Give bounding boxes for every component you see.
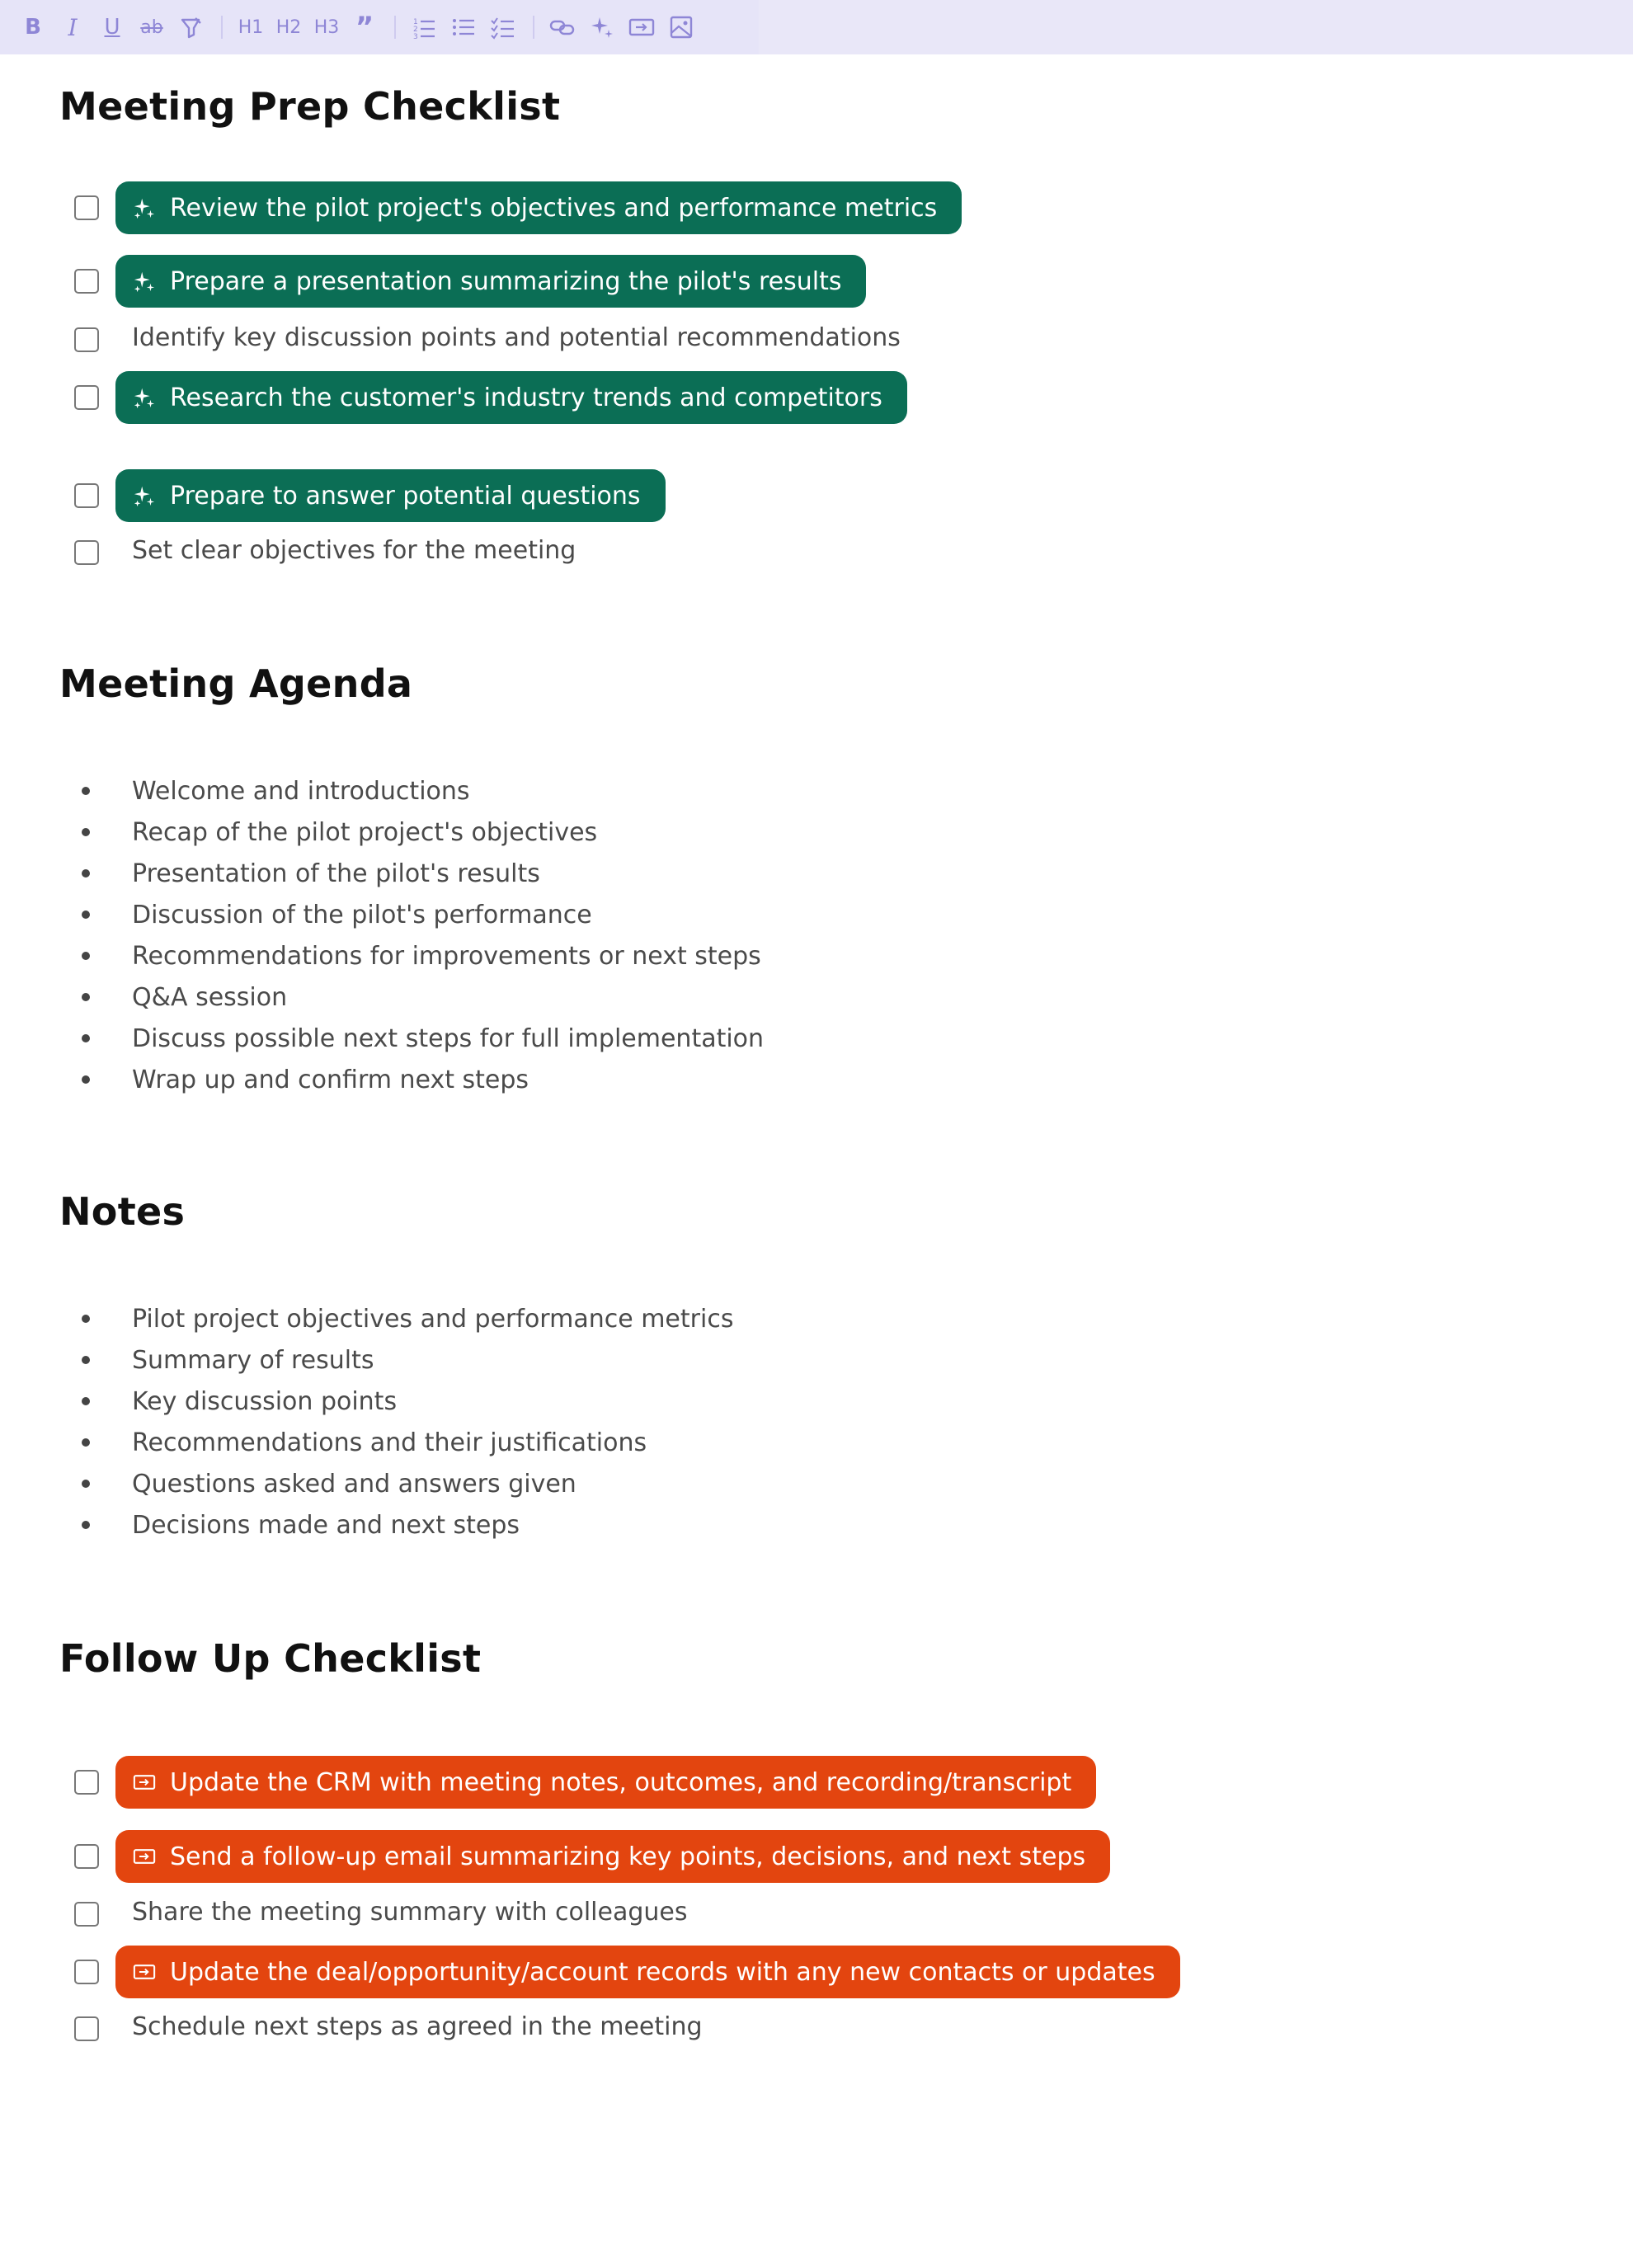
bullet-icon [82, 1315, 90, 1323]
task-text: Set clear objectives for the meeting [132, 536, 576, 565]
task-text: Prepare to answer potential questions [170, 481, 641, 511]
toolbar-divider [221, 16, 223, 39]
action-icon [130, 1768, 158, 1796]
task-text: Share the meeting summary with colleagues [132, 1898, 688, 1927]
ai-sparkle-icon [130, 267, 158, 295]
bullet-icon [82, 1480, 90, 1488]
action-icon [130, 1842, 158, 1870]
bullet-icon [82, 1521, 90, 1529]
list-item-text: Recommendations for improvements or next steps [132, 941, 761, 971]
list-item-text: Decisions made and next steps [132, 1510, 520, 1540]
list-item [58, 1018, 1542, 1059]
underline-icon[interactable]: U [104, 15, 120, 40]
task-text: Update the CRM with meeting notes, outcomes, and recording/transcript [170, 1767, 1072, 1797]
checkbox[interactable] [74, 195, 99, 220]
formatting-toolbar [0, 0, 759, 54]
list-item [58, 976, 1542, 1018]
checkbox[interactable] [74, 385, 99, 410]
bold-icon[interactable]: B [25, 15, 41, 40]
list-item-text: Wrap up and confirm next steps [132, 1065, 529, 1094]
checkbox[interactable] [74, 540, 99, 565]
list-item-text: Discuss possible next steps for full implementation [132, 1023, 765, 1053]
list-item [58, 1339, 1542, 1381]
section-title-agenda: Meeting Agenda [59, 661, 413, 706]
ai-sparkle-icon [130, 482, 158, 510]
list-item-text: Pilot project objectives and performance metrics [132, 1304, 734, 1334]
ai-task-pill[interactable] [115, 371, 907, 424]
task-text: Review the pilot project's objectives and performance metrics [170, 193, 938, 223]
list-item [58, 1422, 1542, 1463]
ai-task-pill[interactable] [115, 255, 866, 308]
bullet-icon [82, 1397, 90, 1405]
svg-text:1: 1 [413, 18, 418, 26]
list-item [58, 1463, 1542, 1504]
action-icon[interactable] [625, 11, 658, 44]
bullet-icon [82, 869, 90, 878]
section-title-followup: Follow Up Checklist [59, 1636, 482, 1681]
checkbox[interactable] [74, 327, 99, 352]
bullet-list-icon[interactable] [447, 11, 480, 44]
task-text: Update the deal/opportunity/account records with any new contacts or updates [170, 1957, 1155, 1987]
checkbox[interactable] [74, 483, 99, 508]
section-title-notes: Notes [59, 1189, 186, 1234]
list-item-text: Summary of results [132, 1345, 374, 1375]
toolbar-divider [394, 16, 396, 39]
svg-text:3: 3 [413, 33, 418, 40]
list-item-text: Welcome and introductions [132, 776, 470, 806]
toolbar-divider [533, 16, 534, 39]
checkbox[interactable] [74, 1960, 99, 1984]
task-text: Send a follow-up email summarizing key points, decisions, and next steps [170, 1842, 1086, 1871]
bullet-icon [82, 910, 90, 919]
checkbox[interactable] [74, 1844, 99, 1869]
list-item [58, 1504, 1542, 1546]
checklist-icon[interactable] [487, 11, 520, 44]
task-text: Research the customer's industry trends and competitors [170, 383, 882, 412]
link-icon[interactable] [546, 11, 579, 44]
bullet-icon [82, 1034, 90, 1042]
ordered-list-icon[interactable] [407, 11, 440, 44]
bullet-icon [82, 952, 90, 960]
bullet-icon [82, 828, 90, 836]
list-item [58, 770, 1542, 812]
ai-sparkle-icon [130, 383, 158, 412]
action-task-pill[interactable] [115, 1830, 1110, 1883]
task-text: Schedule next steps as agreed in the meeting [132, 2012, 703, 2041]
list-item [58, 853, 1542, 894]
checkbox[interactable] [74, 2016, 99, 2041]
heading-2-button[interactable]: H2 [275, 16, 302, 38]
list-item-text: Key discussion points [132, 1386, 398, 1416]
ai-sparkle-icon [130, 194, 158, 222]
list-item [58, 1298, 1542, 1339]
list-item-text: Questions asked and answers given [132, 1469, 576, 1499]
checkbox[interactable] [74, 269, 99, 294]
task-text: Identify key discussion points and potential recommendations [132, 323, 901, 352]
checkbox[interactable] [74, 1902, 99, 1927]
list-item-text: Recommendations and their justifications [132, 1428, 647, 1457]
italic-icon[interactable]: I [68, 13, 78, 41]
ai-sparkle-icon[interactable] [586, 11, 619, 44]
ai-task-pill[interactable] [115, 181, 962, 234]
bullet-icon [82, 993, 90, 1001]
list-item-text: Q&A session [132, 982, 288, 1012]
action-task-pill[interactable] [115, 1756, 1096, 1809]
quote-icon[interactable]: ” [355, 11, 374, 44]
list-item-text: Discussion of the pilot's performance [132, 900, 592, 929]
strikethrough-icon[interactable]: ab [140, 16, 163, 38]
svg-text:2: 2 [413, 26, 418, 34]
action-task-pill[interactable] [115, 1946, 1180, 1998]
list-item [58, 894, 1542, 935]
bullet-icon [82, 1356, 90, 1364]
notes-list [58, 1298, 1542, 1546]
bullet-icon [82, 787, 90, 795]
bullet-icon [82, 1438, 90, 1447]
list-item [58, 812, 1542, 853]
action-icon [130, 1958, 158, 1986]
list-item-text: Presentation of the pilot's results [132, 859, 540, 888]
highlight-icon[interactable] [175, 11, 208, 44]
checkbox[interactable] [74, 1770, 99, 1795]
heading-3-button[interactable]: H3 [313, 16, 340, 38]
list-item [58, 1381, 1542, 1422]
section-title-prep: Meeting Prep Checklist [59, 84, 561, 129]
list-item [58, 1059, 1542, 1100]
task-text: Prepare a presentation summarizing the pilot's results [170, 266, 842, 296]
list-item-text: Recap of the pilot project's objectives [132, 817, 598, 847]
image-icon[interactable] [665, 11, 698, 44]
ai-task-pill[interactable] [115, 469, 666, 522]
bullet-icon [82, 1075, 90, 1084]
list-item [58, 935, 1542, 976]
heading-1-button[interactable]: H1 [238, 16, 264, 38]
agenda-list [58, 770, 1542, 1100]
